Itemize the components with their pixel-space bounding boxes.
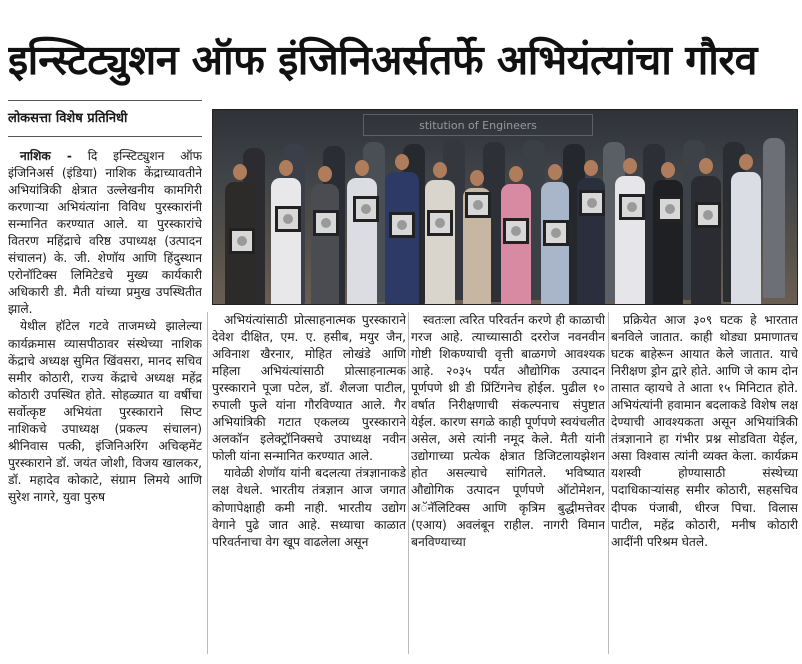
head [233,164,247,180]
award-plaque [275,206,301,232]
paragraph: यावेळी शेणॉय यांनी बदलत्या तंत्रज्ञानाकडे लक्ष वेधले. भारतीय तंत्रज्ञान आज जगात कोणापेक्षाही कमी नाही. भारतीय उद्योग वेगाने पुढे जात आहे. सध्याचा काळात परिवर्तनाचा वेग खूप वाढलेला असून [212,466,406,549]
person [501,184,531,305]
head [470,170,484,186]
award-plaque [619,194,645,220]
head [279,160,293,176]
award-plaque [389,212,415,238]
paragraph: अभियंत्यांसाठी प्रोत्साहनात्मक पुरस्काराने देवेश दीक्षित, एम. ए. हसीब, मयुर जैन, अविनाश खैरनार, मोहित लोखंडे आणि महिला अभियंत्यांसाठी प्रोत्साहनात्मक पुरस्काराने पूजा पटेल, डॉ. शैलजा पाटील, रुपाली फुले यांना गौरविण्यात आले. गैर अभियांत्रिकी गटात एकलव्य पुरस्काराने अलकॉन इलेक्ट्रॉनिक्सचे उपाध्यक्ष नवीन फोली यांना सन्मानित करण्यात आले. [212,313,406,464]
award-plaque [657,196,683,222]
person [385,172,419,305]
column-divider [207,312,208,654]
person [425,180,455,305]
dateline: नाशिक - [20,149,72,163]
headline: इन्स्टिट्युशन ऑफ इंजिनिअर्सतर्फे अभियंत्यांचा गौरव [8,36,757,84]
award-plaque [579,190,605,216]
column-divider [408,312,409,654]
byline: लोकसत्ता विशेष प्रतिनिधी [8,111,128,126]
article-column-3 [411,312,605,654]
byline-top-rule [8,100,202,101]
award-plaque [229,228,255,254]
head [318,166,332,182]
article-column-1 [8,148,202,654]
head [355,160,369,176]
head [433,162,447,178]
paragraph: स्वतःला त्वरित परिवर्तन करणे ही काळाची गरज आहे. त्याच्यासाठी दररोज नवनवीन गोष्टी शिकण्याची वृत्ती बाळगणे आवश्यक आहे. २०३५ पर्यंत औद्योगिक उत्पादन पूर्णपणे थ्री डी प्रिंटिंगनेच होईल. पुढील १० वर्षात निरीक्षणाची संकल्पनाच संपुष्टात येईल. कारण सगळे काही पूर्णपणे स्वयंचलीत असेल, असे त्यांनी नमूद केले. मैती यांनी उद्योगाच्या प्रत्येक क्षेत्रात डिजिटलायझेशन होत असल्याचे सांगितले. भविष्यात औद्योगिक उत्पादन पूर्णपणे ऑटोमेशन, अॅनॅलिटिक्स आणि कृत्रिम बुद्धीमत्तेवर (एआय) अवलंबून राहील. नागरी विमान बनविण्याच्या [411,313,605,549]
award-plaque [503,218,529,244]
person [731,172,761,305]
head [661,162,675,178]
byline-bottom-rule [8,136,202,137]
award-ceremony-photo [212,109,798,305]
award-plaque [543,220,569,246]
head [584,160,598,176]
article-column-2 [212,312,406,654]
person [311,184,339,305]
head [699,158,713,174]
paragraph: दि इन्स्टिट्युशन ऑफ इंजिनिअर्स (इंडिया) नाशिक केंद्राच्यावतीने अभियांत्रिकी क्षेत्रात उल्लेखनीय कामगिरी करणाऱ्या अभियंत्यांना विविध पुरस्कारांनी सन्मानित करण्यात आले. या पुरस्कारांचे वितरण महिंद्राचे वरिष्ठ उपाध्यक्ष (उत्पादन संचालन) के. जी. शेणॉय आणि हिंदुस्थान एरोनॉटिक्स लिमिटेडचे मुख्य कार्यकारी अधिकारी डी. मैती यांच्या प्रमुख उपस्थितीत झाले. [8,149,202,317]
head [739,154,753,170]
paragraph: येथील हॉटेल गटवे ताजमध्ये झालेल्या कार्यक्रमास व्यासपीठावर संस्थेच्या नाशिक केंद्राचे अध्यक्ष सुमित खिंवसरा, मानद सचिव समीर कोठारी, राज्य केंद्राचे अध्यक्ष महेंद्र कोठारी उपस्थित होते. सोहळ्यात या वर्षीचा सर्वोत्कृष्ट अभियंता पुरस्काराने सिप्ट नाशिकचे उपाध्यक्ष (प्रकल्प संचालन) श्रीनिवास पत्की, इंजिनिअरिंग अचिव्हमेंट पुरस्काराने डॉ. जयंत जोशी, विजय खालकर, डॉ. महादेव कोकाटे, संग्राम लिमये आणि सुरेश नागरे, युवा पुरुष [8,319,202,504]
head [623,158,637,174]
award-plaque [353,196,379,222]
person [271,178,301,305]
paragraph: प्रक्रियेत आज ३०९ घटक हे भारतात बनविले जातात. काही थोड्या प्रमाणातच घटक बाहेरून आयात केले जातात. याचे निरीक्षण ड्रोन द्वारे होते. आणि जे काम दोन तासात व्हायचे ते आता १५ मिनिटात होते. अभियंत्यांनी हवामान बदलाकडे विशेष लक्ष देण्याची आवश्यकता असून अभियांत्रिकी तंत्रज्ञानाने हा गंभीर प्रश्न सोडविता येईल, असा विश्वास त्यांनी व्यक्त केला. कार्यक्रम यशस्वी होण्यासाठी संस्थेच्या पदाधिकाऱ्यांसह समीर कोठारी, सहसचिव दीपक पंजाबी, धीरज पिचा. विलास पाटील, महेंद्र कोठारी, मनीष कोठारी आदींनी परिश्रम घेतले. [611,313,798,549]
person [763,138,785,298]
award-plaque [695,202,721,228]
head [395,154,409,170]
person [691,176,721,305]
head [509,166,523,182]
stage-backdrop-banner: stitution of Engineers [363,114,593,136]
award-plaque [313,210,339,236]
award-plaque [427,210,453,236]
article-column-4 [611,312,798,654]
award-plaque [465,192,491,218]
head [548,164,562,180]
column-divider [608,312,609,654]
